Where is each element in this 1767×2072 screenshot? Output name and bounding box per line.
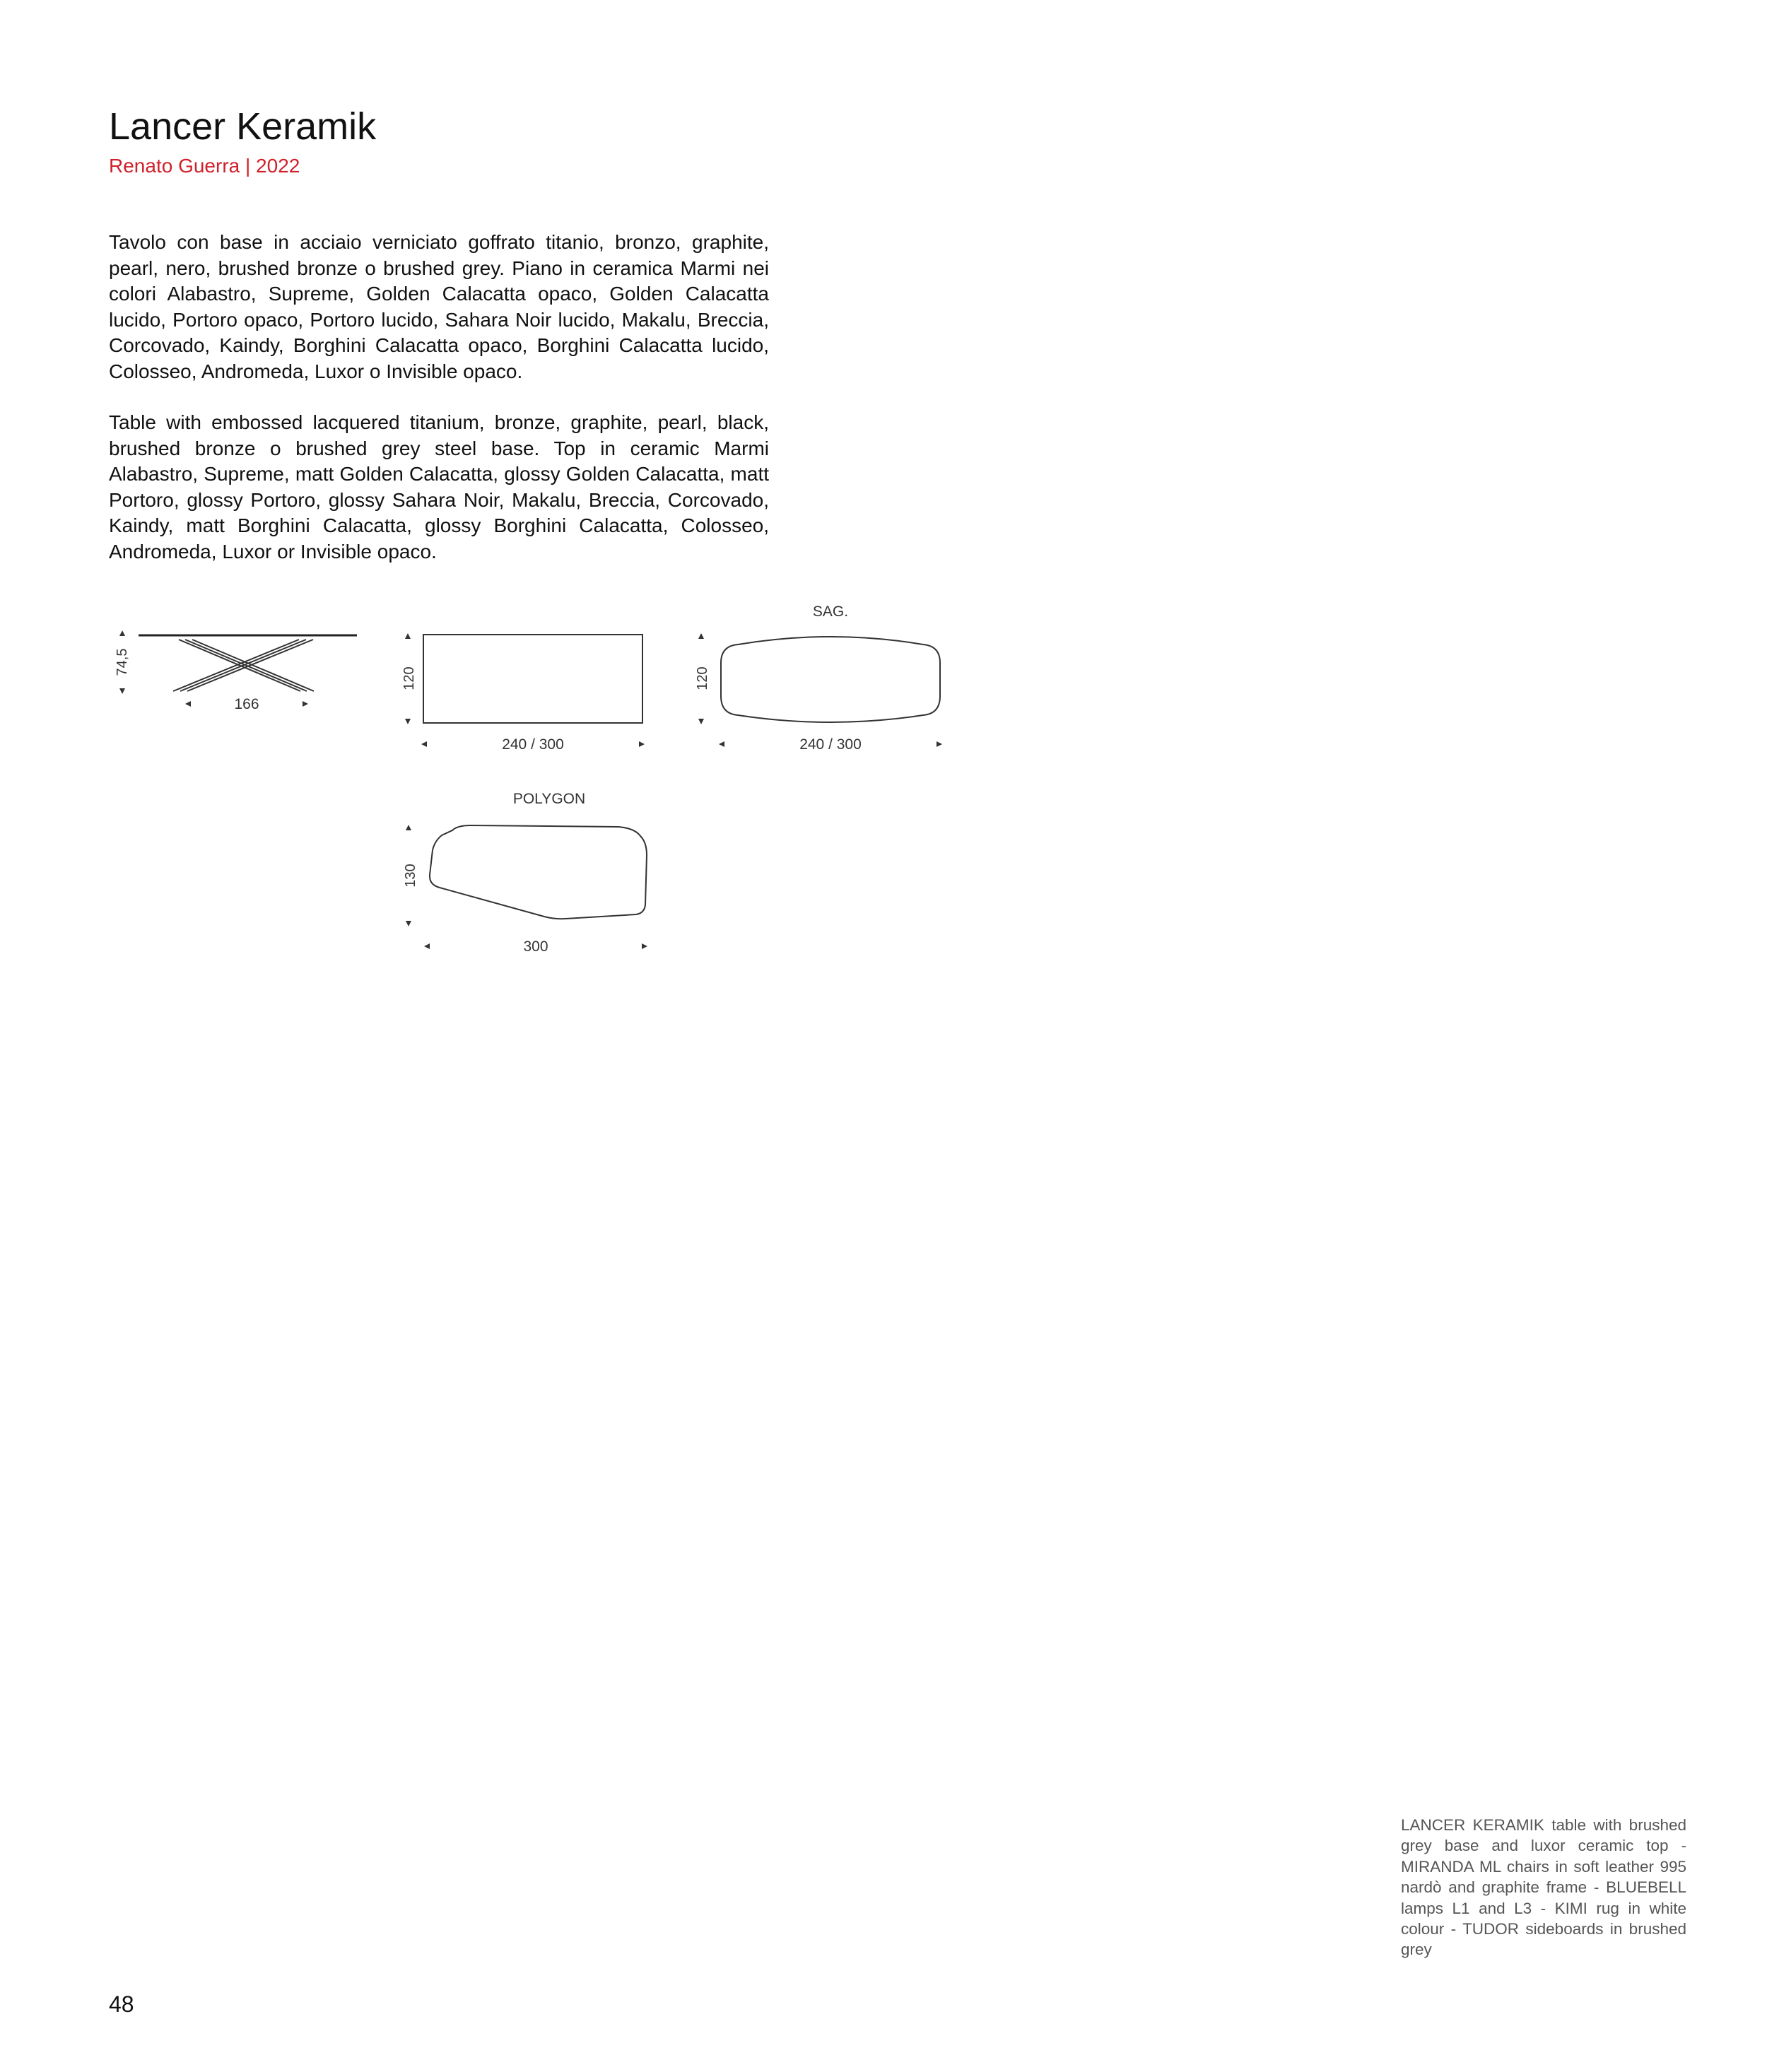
height-arrow-top xyxy=(119,630,125,636)
description-english: Table with embossed lacquered titanium, bronze, graphite, pearl, black, brushed bronze o brushed grey steel base. Top in ceramic Marmi Alabastro, Supreme, matt Golden Calacatta, glossy Golden Calacatta, matt Portoro, glossy Portoro, glossy Sahara Noir, Makalu, Breccia, Corcovado, Kaindy, matt Borghini Calacatta, glossy Borghini Calacatta, Colosseo, Andromeda, Luxor or Invisible opaco. xyxy=(109,411,769,563)
rect-length-label: 240 / 300 xyxy=(502,736,564,753)
rect-outline xyxy=(423,635,642,723)
rectangular-top-drawing xyxy=(401,633,645,753)
page-number: 48 xyxy=(109,1991,134,2017)
polygon-length-arrow-left xyxy=(424,943,430,949)
width-label: 166 xyxy=(234,696,259,712)
height-arrow-bottom xyxy=(119,688,125,694)
side-view-drawing xyxy=(115,630,357,712)
polygon-outline xyxy=(430,825,647,919)
length-arrow-right xyxy=(639,741,645,747)
polygon-depth-label: 130 xyxy=(403,864,418,888)
designer-year: Renato Guerra | 2022 xyxy=(109,155,300,177)
polygon-depth-arrow-top xyxy=(406,825,411,830)
sag-length-label: 240 / 300 xyxy=(799,736,862,753)
length-arrow-left xyxy=(421,741,427,747)
sag-label: SAG. xyxy=(812,604,849,620)
sag-top-drawing xyxy=(695,604,942,753)
polygon-length-arrow-right xyxy=(642,943,647,949)
polygon-top-drawing xyxy=(403,791,647,955)
sag-depth-label: 120 xyxy=(695,666,710,690)
width-arrow-right xyxy=(303,701,308,707)
depth-arrow-bottom xyxy=(405,719,411,724)
leg-right xyxy=(173,640,313,691)
depth-arrow-top xyxy=(405,633,411,639)
sag-depth-arrow-top xyxy=(698,633,704,639)
photo-caption: LANCER KERAMIK table with brushed grey base and luxor ceramic top - MIRANDA ML chairs in soft leather 995 nardò and graphite frame - BLUEBELL lamps L1 and L3 - KIMI rug in white colour - TUDOR sideboards in brushed grey xyxy=(1401,1816,1686,1959)
sag-length-arrow-left xyxy=(719,741,724,747)
width-arrow-left xyxy=(185,701,191,707)
description-italian: Tavolo con base in acciaio verniciato goffrato titanio, bronzo, graphite, pearl, nero, brushed bronze o brushed grey. Piano in ceramica Marmi nei colori Alabastro, Supreme, Golden Calacatta opaco, Golden Calacatta lucido, Portoro opaco, Portoro lucido, Sahara Noir lucido, Makalu, Breccia, Corcovado, Kaindy, Borghini Calacatta opaco, Borghini Calacatta lucido, Colosseo, Andromeda, Luxor o Invisible opaco. xyxy=(109,231,769,382)
polygon-label: POLYGON xyxy=(512,791,586,807)
polygon-depth-arrow-bottom xyxy=(406,921,411,926)
polygon-length-label: 300 xyxy=(523,938,548,955)
sag-outline xyxy=(721,637,940,722)
sag-depth-arrow-bottom xyxy=(698,719,704,724)
height-label: 74,5 xyxy=(115,648,130,676)
sag-length-arrow-right xyxy=(937,741,942,747)
product-title: Lancer Keramik xyxy=(109,105,377,148)
rect-depth-label: 120 xyxy=(401,666,417,690)
